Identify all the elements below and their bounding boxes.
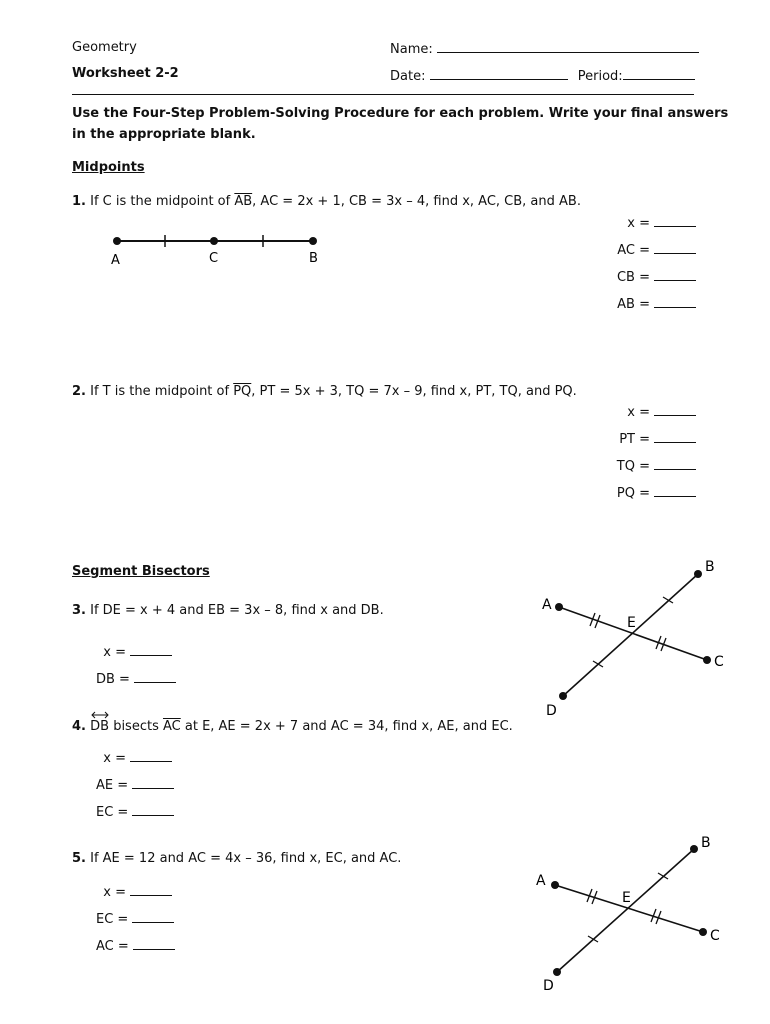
answer-blanks-1[interactable] [617,214,696,322]
answer-blank[interactable] [654,268,696,281]
problem-text-post: at E, AE = 2x + 7 and AC = 34, find x, AE, and EC. [180,719,513,734]
point-b [690,845,698,853]
point-a [551,881,559,889]
line-name: DB [90,719,110,734]
problem-text-mid: bisects [109,719,163,734]
line-notation [90,719,109,734]
point-c [703,656,711,664]
problem-text-pre: If C is the midpoint of [90,194,235,209]
answer-blank[interactable] [654,430,696,443]
answer-blanks-5[interactable] [96,883,172,964]
problem-text-pre: If T is the midpoint of [90,384,234,399]
problem-number: 3. [72,603,86,618]
answer-label: PQ = [616,486,650,501]
label-d: D [543,978,554,994]
label-a: A [542,597,552,613]
date-label: Date: [390,69,426,84]
label-c: C [714,654,724,670]
name-field[interactable] [390,40,699,57]
course-title: Geometry [72,40,137,55]
point-c [699,928,707,936]
answer-blank[interactable] [654,457,696,470]
answer-label: EC = [96,805,129,820]
point-a [113,237,121,245]
answer-blank[interactable] [134,670,176,683]
answer-blank[interactable] [133,937,175,950]
point-d [553,968,561,976]
period-blank[interactable] [623,67,695,80]
answer-label: PT = [619,432,650,447]
bisector-diagram-2 [532,830,736,996]
section-segment-bisectors: Segment Bisectors [72,564,210,579]
problem-number: 1. [72,194,86,209]
label-d: D [546,703,557,719]
segment-notation: $\overline{AC}$ [162,719,181,734]
answer-label: CB = [616,270,650,285]
answer-blank[interactable] [130,749,172,762]
problem-text-post: , PT = 5x + 3, TQ = 7x – 9, find x, PT, TQ, and PQ. [251,384,577,399]
point-c [210,237,218,245]
label-c: C [710,928,720,944]
problem-number: 5. [72,851,86,866]
answer-blank[interactable] [654,295,696,308]
segment-notation: $\overline{AB}$ [234,194,253,209]
answer-blank[interactable] [654,214,696,227]
answer-blanks-3[interactable] [96,643,172,697]
answer-blank[interactable] [132,776,174,789]
label-e: E [627,615,636,631]
point-b [309,237,317,245]
period-label: Period: [577,69,623,84]
line-db [557,849,694,972]
bisector-diagram-1 [536,556,736,722]
answer-label: x = [103,645,126,660]
label-a: A [536,873,546,889]
label-c: C [209,251,219,266]
problem-4 [72,719,513,734]
answer-blanks-2[interactable] [617,403,696,511]
label-a: A [111,253,120,268]
problem-number: 2. [72,384,86,399]
problem-text: If AE = 12 and AC = 4x – 36, find x, EC, and AC. [90,851,402,866]
problem-text: If DE = x + 4 and EB = 3x – 8, find x and DB. [90,603,384,618]
double-arrow-icon [90,711,110,719]
answer-label: DB = [96,672,130,687]
line-db [563,574,698,696]
answer-label: EC = [96,912,129,927]
point-d [559,692,567,700]
problem-1 [72,194,581,209]
header-divider [72,94,694,95]
date-blank[interactable] [430,67,568,80]
answer-blank[interactable] [654,403,696,416]
worksheet-title: Worksheet 2-2 [72,66,179,81]
answer-label: x = [627,405,650,420]
problem-number: 4. [72,719,86,734]
answer-label: x = [103,885,126,900]
answer-label: TQ = [616,459,650,474]
label-e: E [622,890,631,906]
problem-2 [72,384,577,399]
point-a [555,603,563,611]
answer-blank[interactable] [132,910,174,923]
name-blank[interactable] [437,40,699,53]
date-field[interactable] [390,67,695,84]
answer-blank[interactable] [654,484,696,497]
point-b [694,570,702,578]
problem-5 [72,851,401,866]
problem-3 [72,603,384,618]
section-midpoints: Midpoints [72,160,145,175]
answer-label: AE = [96,778,129,793]
instructions-line-2: in the appropriate blank. [72,127,256,142]
label-b: B [701,835,711,851]
label-b: B [309,251,318,266]
answer-blank[interactable] [132,803,174,816]
answer-label: AC = [96,939,129,954]
answer-blank[interactable] [130,883,172,896]
answer-blank[interactable] [130,643,172,656]
segment-notation: $\overline{PQ}$ [233,384,252,399]
answer-label: x = [103,751,126,766]
answer-blank[interactable] [654,241,696,254]
answer-label: AB = [617,297,650,312]
answer-label: AC = [617,243,650,258]
label-b: B [705,559,715,575]
name-label: Name: [390,42,433,57]
answer-label: x = [627,216,650,231]
answer-blanks-4[interactable] [96,749,172,830]
problem-text-post: , AC = 2x + 1, CB = 3x – 4, find x, AC, CB, and AB. [252,194,581,209]
instructions-line-1: Use the Four-Step Problem-Solving Procedure for each problem. Write your final answers [72,106,729,121]
segment-diagram-ab [100,228,340,274]
